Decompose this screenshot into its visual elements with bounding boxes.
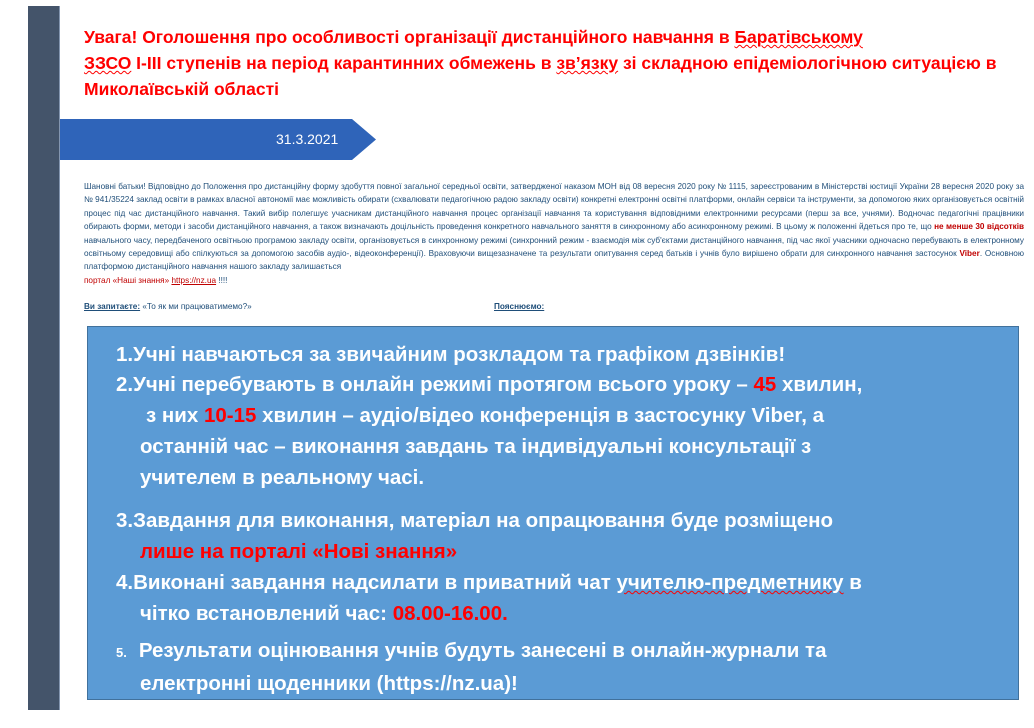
rules-box bbox=[87, 326, 1019, 700]
rule-2-text-e: останній час – виконання завдань та індивідуальні консультації з bbox=[140, 435, 812, 458]
ask-label: Ви запитаєте: bbox=[84, 302, 141, 311]
rule-2-minutes-10-15: 10-15 bbox=[203, 404, 257, 427]
letter-body bbox=[84, 180, 1024, 287]
letter-viber: Viber bbox=[959, 249, 980, 259]
explain-label: Пояснюємо: bbox=[494, 302, 545, 311]
rule-2-text-c: з них bbox=[146, 404, 204, 427]
rule-item-3 bbox=[116, 505, 996, 567]
rule-2-text-d: хвилин – аудіо/відео конференція в застосунку Viber, а bbox=[256, 404, 825, 427]
letter-highlight-30-percent: не менше 30 відсотків bbox=[934, 222, 1024, 232]
ask-row bbox=[84, 302, 252, 311]
announcement-title bbox=[84, 24, 1004, 102]
rule-4-teacher: учителю-предметнику bbox=[616, 571, 844, 594]
rule-2-text-b: хвилин, bbox=[776, 373, 863, 396]
rule-5-text-b: електронні щоденники (https://nz.ua)! bbox=[140, 672, 518, 695]
rule-item-4 bbox=[116, 567, 996, 629]
letter-text-2: навчального часу, передбаченого освітньою програмою закладу освіти, організовується в синхронному режимі (синхронний режим - взаємодія між суб'єктами дистанційного навчання, під час якої учасники одночасно перебувають в електронному освітньому середовищі або спілкуються за допомогою засобів аудіо-, відеоконференції). Враховуючи вищезазначене та результати опитування серед батьків і учнів було вирішено обрати для синхронного навчання застосунок bbox=[84, 235, 1024, 259]
rule-item-1 bbox=[116, 339, 996, 370]
letter-text-4: !!!! bbox=[216, 275, 228, 285]
ask-question: «То як ми працюватимемо?» bbox=[140, 302, 252, 311]
letter-portal-name: портал «Наші знання» bbox=[84, 275, 170, 285]
title-text-1: Увага! Оголошення про особливості організації дистанційного навчання в bbox=[84, 27, 735, 47]
rule-2-minutes-45: 45 bbox=[753, 373, 777, 396]
title-text-zzso: ЗЗСО bbox=[84, 53, 132, 73]
title-text-2: І-ІІІ ступенів на період карантинних обмежень в bbox=[131, 53, 557, 73]
decorative-side-bar bbox=[28, 6, 59, 710]
rule-2-text-a: 2.Учні перебувають в онлайн режимі протягом всього уроку – bbox=[116, 373, 754, 396]
rule-4-text-b: в bbox=[843, 571, 862, 594]
rule-5-number: 5. bbox=[116, 645, 127, 660]
rule-4-text-c: чітко встановлений час: bbox=[140, 602, 393, 625]
rule-item-5 bbox=[116, 635, 996, 699]
rule-4-time: 08.00-16.00. bbox=[392, 602, 508, 625]
letter-portal-link[interactable]: https://nz.ua bbox=[171, 275, 217, 285]
title-text-zviazku: зв’язку bbox=[556, 53, 619, 73]
title-text-3: зі складною епідеміологічною ситуацією в Миколаївській області bbox=[84, 53, 997, 99]
rule-3-portal-highlight: лише на порталі «Нові знання» bbox=[140, 540, 458, 563]
rule-4-text-a: 4.Виконані завдання надсилати в приватний чат bbox=[116, 571, 617, 594]
rule-2-text-f: учителем в реальному часі. bbox=[140, 466, 425, 489]
rule-3-text: 3.Завдання для виконання, матеріал на опрацювання буде розміщено bbox=[116, 509, 834, 532]
date-label: 31.3.2021 bbox=[276, 131, 339, 147]
letter-text-1: Шановні батьки! Відповідно до Положення про дистанційну форму здобуття повної загальної середньої освіти, затвердженої наказом МОН від 08 вересня 2020 року № 1115, зареєстрованим в Міністерстві юстиції України 28 вересня 2020 року за № 941/35224 заклад освіти в рамках власної автономії має можливість обирати (схвалювати педагогічною радою закладу освіти) конкретні електронні освітні платформи, онлайн сервіси та інструменти, за допомогою яких організовується освітній процес під час дистанційного навчання. Такий вибір полегшує учасникам дистанційного навчання процес організації навчання та користування відповідними електронними ресурсами (перш за все, учнями). Водночас педагогічні працівники обирають форми, методи і засоби дистанційного навчання, а також визначають доцільність проведення конкретного навчального заняття в синхронному або асинхронному режимі. В цьому ж положенні йдеться про те, що bbox=[84, 182, 1024, 232]
rule-1-text: 1.Учні навчаються за звичайним розкладом та графіком дзвінків! bbox=[116, 343, 786, 366]
rule-item-2 bbox=[116, 369, 996, 493]
rule-5-text-a: Результати оцінювання учнів будуть занесені в онлайн-журнали та bbox=[138, 639, 827, 662]
title-text-school: Баратівському bbox=[734, 27, 863, 47]
decorative-side-line bbox=[59, 6, 60, 710]
letter-text-3: . Основною платформою дистанційного навчання нашого закладу залишається bbox=[84, 249, 1024, 272]
